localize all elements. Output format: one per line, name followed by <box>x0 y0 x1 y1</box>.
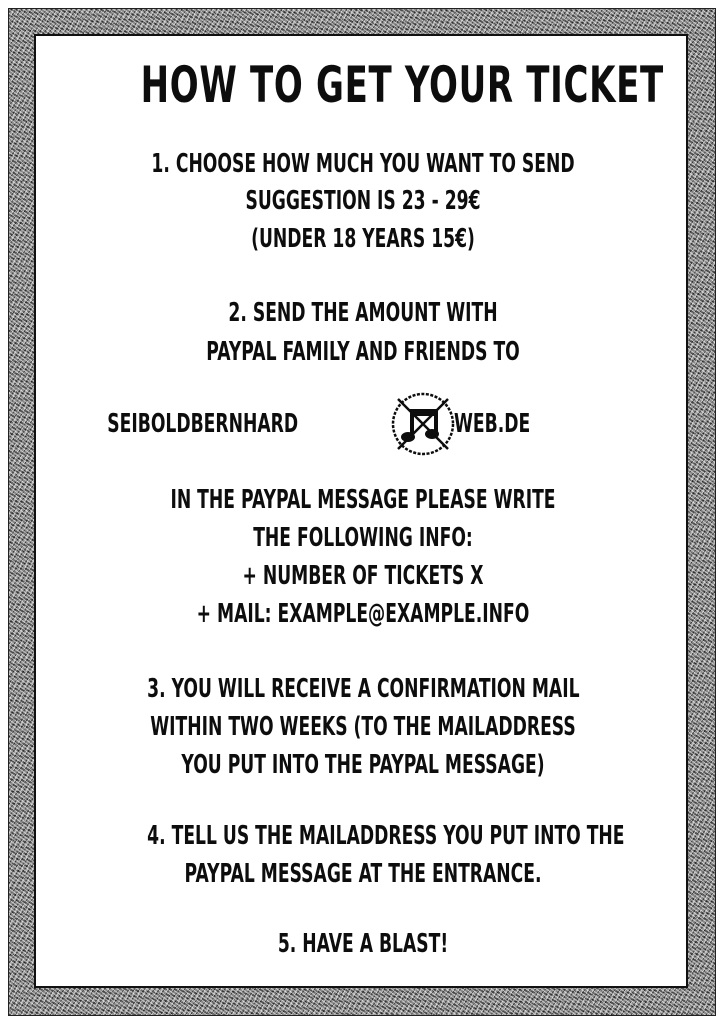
step4-line2: PAYPAL MESSAGE AT THE ENTRANCE. <box>184 859 542 889</box>
step1-line3: (UNDER 18 YEARS 15€) <box>251 224 475 254</box>
step2-line1: 2. SEND THE AMOUNT WITH <box>228 298 498 328</box>
step3-line3: YOU PUT INTO THE PAYPAL MESSAGE) <box>181 750 545 780</box>
crossed-music-note-icon <box>388 389 458 459</box>
step1-line2: SUGGESTION IS 23 - 29€ <box>245 186 481 216</box>
paypal-email-address <box>36 389 690 459</box>
step3-line2: WITHIN TWO WEEKS (TO THE MAILADDRESS <box>150 712 576 742</box>
step1-line1: 1. CHOOSE HOW MUCH YOU WANT TO SEND <box>151 149 575 179</box>
step5-line1: 5. HAVE A BLAST! <box>277 929 449 959</box>
info-mail: + MAIL: EXAMPLE@EXAMPLE.INFO <box>196 599 530 629</box>
step2-line2: PAYPAL FAMILY AND FRIENDS TO <box>206 337 520 367</box>
email-domain: WEB.DE <box>454 409 531 439</box>
ticket-instructions-panel <box>34 34 688 988</box>
step4-line1: 4. TELL US THE MAILADDRESS YOU PUT INTO THE <box>147 821 625 851</box>
page-title: HOW TO GET YOUR TICKET <box>140 56 664 114</box>
info-tickets: + NUMBER OF TICKETS X <box>242 561 484 591</box>
email-user: SEIBOLDBERNHARD <box>107 409 298 439</box>
message-line2: THE FOLLOWING INFO: <box>253 523 473 553</box>
message-line1: IN THE PAYPAL MESSAGE PLEASE WRITE <box>170 485 556 515</box>
step3-line1: 3. YOU WILL RECEIVE A CONFIRMATION MAIL <box>147 674 580 704</box>
